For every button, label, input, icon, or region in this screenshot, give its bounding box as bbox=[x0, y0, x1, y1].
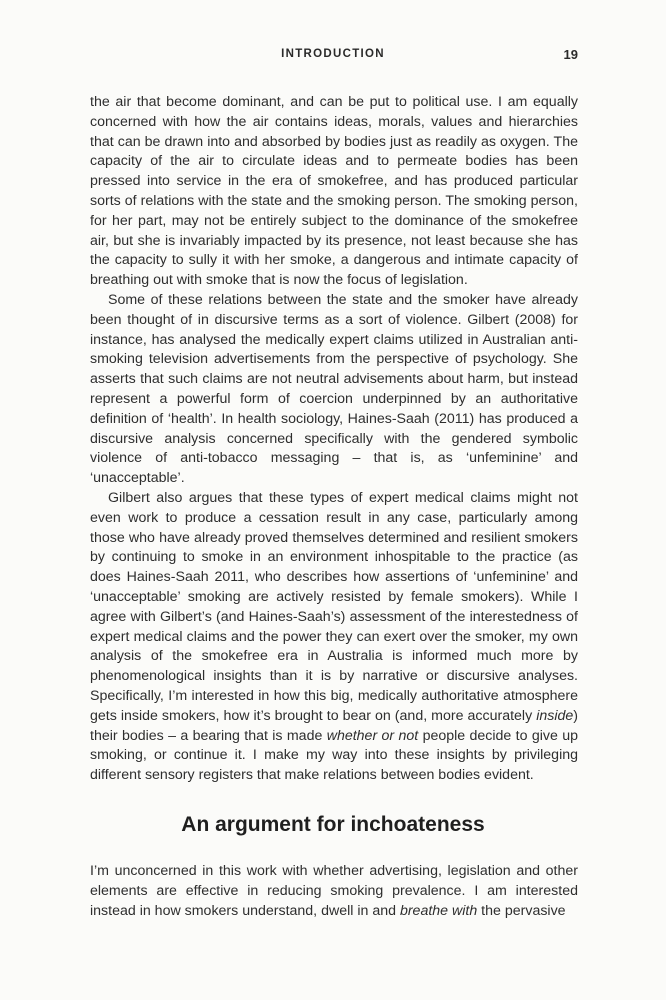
paragraph-3 bbox=[90, 489, 578, 786]
body-text bbox=[90, 93, 578, 786]
running-head bbox=[0, 48, 666, 66]
paragraph-3-text-c: people decide to give up smoking, or continue it. I make my way into these insights by privileging different sensory registers that make relations between bodies evident. bbox=[90, 727, 579, 784]
paragraph-1: the air that become dominant, and can be put to political use. I am equally concerned with how the air contains ideas, morals, values and hierarchies that can be drawn into and absorbed by bodies just as readily as oxygen. The capacity of the air to circulate ideas and to permeate bodies has been pressed into service in the era of smokefree, and has produced particular sorts of relations with the state and the smoking person. The smoking person, for her part, may not be entirely subject to the dominance of the smokefree air, but she is invariably impacted by its presence, not least because she has the capacity to sully it with her smoke, a dangerous and intimate capacity of breathing out with smoke that is now the focus of legislation. bbox=[90, 94, 578, 289]
page-number: 19 bbox=[563, 47, 578, 62]
section-paragraph bbox=[90, 862, 578, 921]
section-emphasis: breathe with bbox=[399, 902, 478, 919]
paragraph-3-emphasis-whether: whether or not bbox=[326, 727, 419, 744]
section-body bbox=[90, 862, 578, 921]
paragraph-3-text-a: Gilbert also argues that these types of expert medical claims might not even work to produce a cessation result in any case, particularly among those who have already proved themselves determined and resilient smokers by continuing to smoke in an environment inhospitable to the practice (as does Haines-Saah 2011, who describes how assertions of ‘unfeminine’ and ‘unacceptable’ smoking are actively resisted by female smokers). While I agree with Gilbert’s (and Haines-Saah’s) assessment of the interestedness of expert medical claims and the power they can exert over the smoker, my own analysis of the smokefree era in Australia is informed much more by phenomenological insights than it is by narrative or discursive analyses. Specifically, I’m interested in how this big, medically authoritative atmosphere gets inside smokers, how it’s brought to bear on (and, more accurately bbox=[90, 489, 578, 724]
paragraph-3-text-b: ) their bodies – a bearing that is made bbox=[90, 707, 578, 744]
section-heading: An argument for inchoateness bbox=[181, 813, 485, 836]
section-text-a: I’m unconcerned in this work with whether advertising, legislation and other elements are effective in reducing smoking prevalence. I am interested instead in how smokers understand, dwell in and bbox=[90, 863, 578, 919]
paragraph-3-emphasis-inside: inside bbox=[536, 707, 574, 724]
section-text-b: the pervasive bbox=[477, 902, 566, 919]
paragraph-2: Some of these relations between the state and the smoker have already been thought of in discursive terms as a sort of violence. Gilbert (2008) for instance, has analysed the medically expert claims utilized in Australian anti-smoking television advertisements from the perspective of psychology. She asserts that such claims are not neutral advisements about harm, but instead represent a powerful form of coercion underpinned by an authoritative definition of ‘health’. In health sociology, Haines-Saah (2011) has produced a discursive analysis concerned specifically with the gendered symbolic violence of anti-tobacco messaging – that is, as ‘unfeminine’ and ‘unacceptable’. bbox=[90, 291, 578, 487]
running-title: INTRODUCTION bbox=[281, 48, 385, 60]
